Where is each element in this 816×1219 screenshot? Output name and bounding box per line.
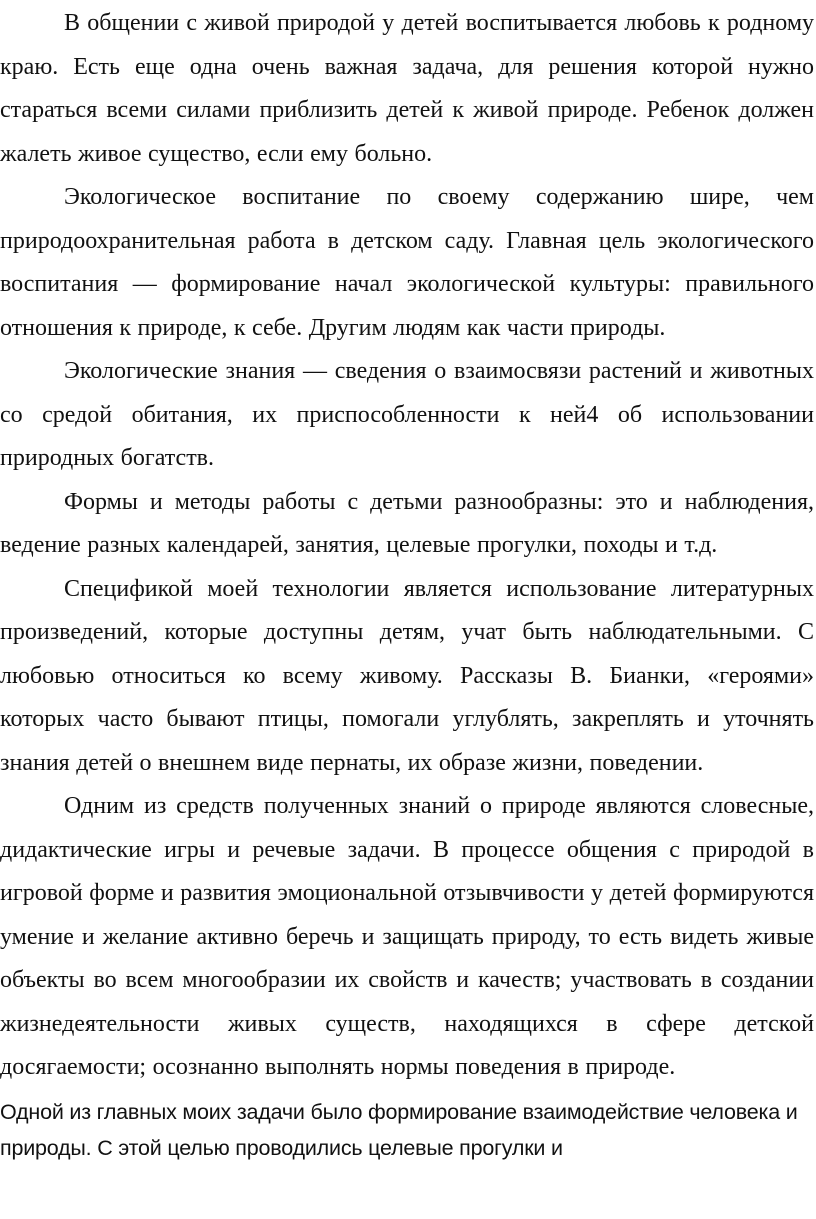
paragraph-games-tasks: Одним из средств полученных знаний о природе являются словесные, дидактические игры и речевые задачи. В процессе общения с природой в игровой форме и развития эмоциональной отзывчивости у детей формируются умение и желание активно беречь и защищать природу, то есть видеть живые объекты во всем многообразии их свойств и качеств; участвовать в создании жизнедеятельности живых существ, находящихся в сфере детской досягаемости; осознанно выполнять нормы поведения в природе. (0, 793, 814, 1080)
paragraph-forms-methods: Формы и методы работы с детьми разнообразны: это и наблюдения, ведение разных календарей, занятия, целевые прогулки, походы и т.д. (0, 488, 814, 558)
document-trailing-section (0, 1094, 814, 1166)
paragraph-main-task: Одной из главных моих задачи было формирование взаимодействие человека и природы. С этой целью проводились целевые прогулки и (0, 1099, 798, 1160)
paragraph-technology-specifics: Спецификой моей технологии является использование литературных произведений, которые доступны детям, учат быть наблюдательными. С любовью относиться ко всему живому. Рассказы В. Бианки, «героями» которых часто бывают птицы, помогали углублять, закреплять и уточнять знания детей о внешнем виде пернаты, их образе жизни, поведении. (0, 575, 814, 776)
paragraph-ecological-knowledge: Экологические знания — сведения о взаимосвязи растений и животных со средой обитания, их приспособленности к ней4 об использовании природных богатств. (0, 358, 814, 471)
paragraph-nature-communication: В общении с живой природой у детей воспитывается любовь к родному краю. Есть еще одна очень важная задача, для решения которой нужно стараться всеми силами приблизить детей к живой природе. Ребенок должен жалеть живое существо, если ему больно. (0, 10, 814, 167)
document-body (0, 2, 814, 1090)
paragraph-ecological-education: Экологическое воспитание по своему содержанию шире, чем природоохранительная работа в детском саду. Главная цель экологического воспитания — формирование начал экологической культуры: правильного отношения к природе, к себе. Другим людям как части природы. (0, 184, 814, 341)
